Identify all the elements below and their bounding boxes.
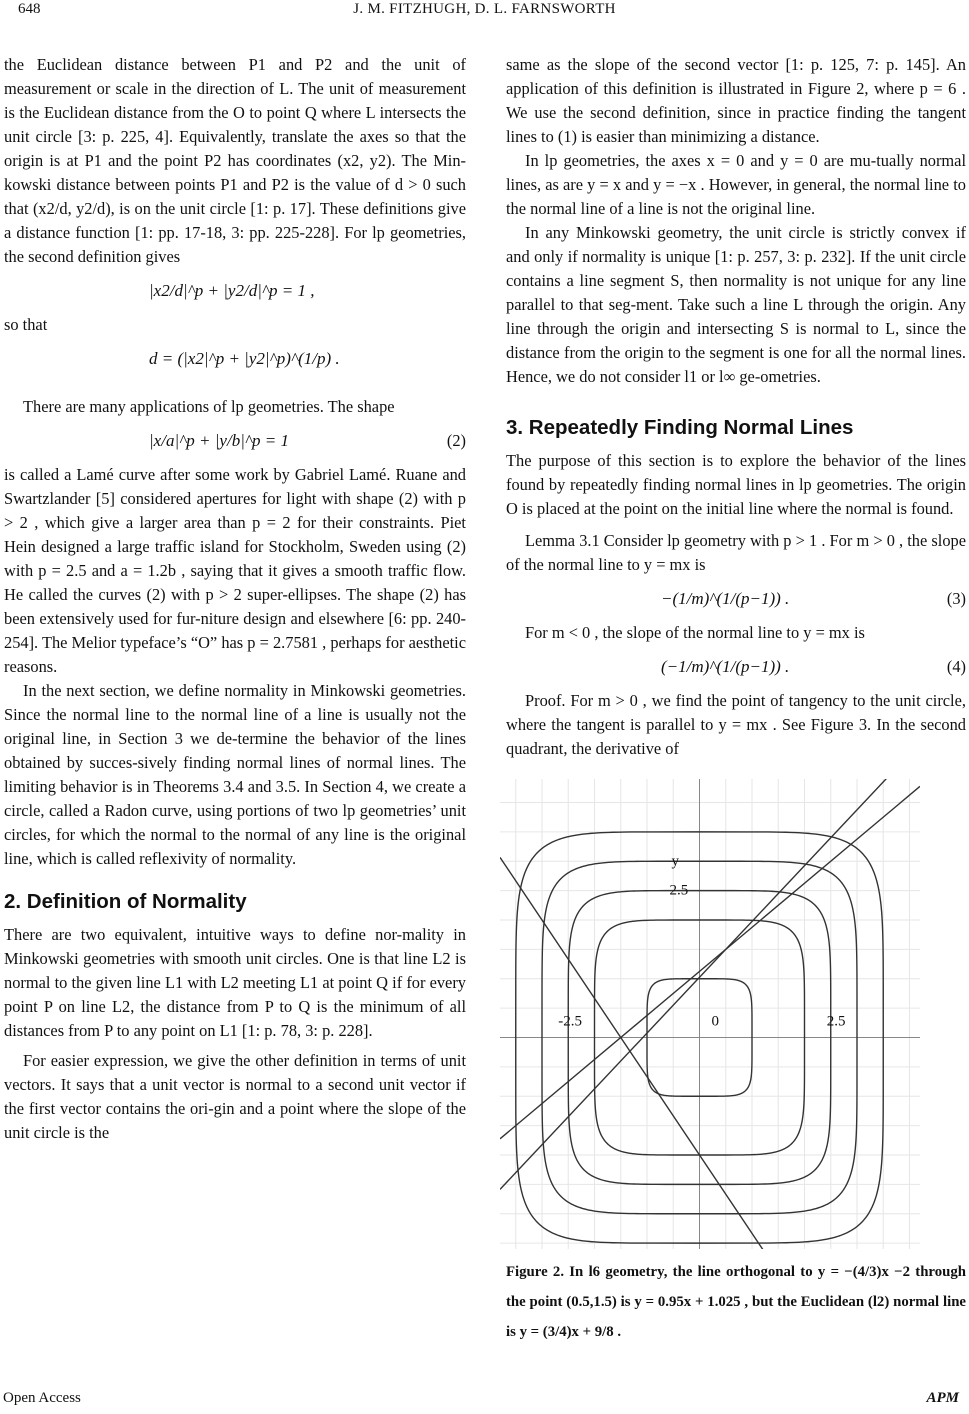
paragraph: so that — [4, 315, 48, 334]
paragraph: same as the slope of the second vector [1: p. 125, 7: p. 145]. An application of this definition is illustrated in Figure 2, where p = 6 . We use the second definition, since in practice finding the tangent lines to (1) is easier than minimizing a distance. — [506, 55, 966, 146]
paragraph: In the next section, we define normality in Minkowski geometries. Since the normal line to the normal line of a line is usually not the original line, in Section 3 we de-termine the behavior of the lines obtained by succes-sively finding normal lines of normal lines. The limiting behavior is in Theorems 3.4 and 3.5. In Section 4, we create a circle, called a Radon curve, using portions of two lp geometries’ unit circles, for which the normal to the normal of any line is the original line, which is called reflexivity of normality. — [4, 681, 466, 868]
lemma-continuation: For m < 0 , the slope of the normal line to y = mx is — [525, 623, 865, 642]
equation-number: (3) — [946, 589, 966, 608]
y-axis-label: y — [671, 853, 679, 870]
paragraph: There are many applications of lp geometries. The shape — [23, 397, 395, 416]
running-title: J. M. FITZHUGH, D. L. FARNSWORTH — [353, 1, 616, 17]
equation-number: (2) — [446, 431, 466, 450]
equation-number: (4) — [946, 657, 966, 676]
paragraph: is called a Lamé curve after some work by Gabriel Lamé. Ruane and Swartzlander [5] considered apertures for light with shape (2) with p > 2 , which give a larger area than p = 2 for their constraints. Piet Hein designed a large traffic island for Stockholm, Sweden using (2) with p = 2.5 and a = 1.2b , saying that it gives a smooth traffic flow. He called the curves (2) with p > 2 super-ellipses. The shape (2) has been extensively used for fur-niture design and elsewhere [6: pp. 240-254]. The Melior typeface’s “O” has p = 2.7581 , perhaps for aesthetic reasons. — [4, 465, 466, 676]
figure-caption: Figure 2. In l6 geometry, the line orthogonal to y = −(4/3)x −2 through the point (0.5,1.5) is y = 0.95x + 1.025 , but the Euclidean (l2) normal line is y = (3/4)x + 9/8 . — [506, 1264, 966, 1340]
right-column — [506, 53, 966, 1347]
section-heading: 3. Repeatedly Finding Normal Lines — [506, 416, 854, 439]
journal-abbrev: APM — [926, 1390, 959, 1406]
section-heading: 2. Definition of Normality — [4, 890, 247, 913]
figure-2 — [506, 779, 966, 1249]
equation-2: |x/a|^p + |y/b|^p = 1 (2) — [4, 419, 466, 463]
paragraph: the Euclidean distance between P1 and P2 and the unit of measurement or scale in the direction of L. The unit of measurement is the Euclidean distance from the O to point Q where L intersects the unit circle [3: p. 225, 4]. Equivalently, translate the axes so that the origin is at P1 and the point P2 has coordinates (x2, y2). The Min-kowski distance between points P1 and P2 is the value of d > 0 such that (x2/d, y2/d), is on the unit circle [1: p. 17]. These definitions give a distance function [1: pp. 17-18, 3: pp. 225-228]. For lp geometries, the second definition gives — [4, 55, 466, 266]
page-number: 648 — [18, 1, 41, 17]
x-tick-label: 0 — [711, 1013, 719, 1030]
proof: Proof. For m > 0 , we find the point of tangency to the unit circle, where the tangent is parallel to y = mx . See Figure 3. In the second quadrant, the derivative of — [506, 691, 966, 758]
left-column — [4, 53, 466, 1145]
paragraph: The purpose of this section is to explore the behavior of the lines found by repeatedly finding normal lines in lp geometries. The origin O is placed at the point on the initial line where the normal is found. — [506, 451, 966, 518]
paragraph: There are two equivalent, intuitive ways to define nor-mality in Minkowski geometries with smooth unit circles. One is that line L2 is normal to the given line L1 with L2 meeting L1 at point Q if for every point P on line L2, the distance from P to Q is the minimum of all distances from P to any point on L1 [1: p. 78, 3: p. 228]. — [4, 925, 466, 1040]
x-tick-label: -2.5 — [558, 1013, 582, 1030]
lemma: Lemma 3.1 Consider lp geometry with p > 1 . For m > 0 , the slope of the normal line to y = mx is — [506, 531, 966, 574]
paragraph: In any Minkowski geometry, the unit circle is strictly convex if and only if normality is unique [1: p. 257, 3: p. 232]. If the unit circle contains a line segment S, then normality is not unique for any line parallel to that seg-ment. Take such a line L through the origin. Any line through the origin and intersecting S is normal to L, since the distance from the origin to the segment is one for all the normal lines. Hence, we do not consider l1 or l∞ ge-ometries. — [506, 223, 966, 386]
figure-2-plot — [500, 779, 920, 1249]
x-tick-label: 2.5 — [826, 1013, 846, 1030]
paragraph: For easier expression, we give the other definition in terms of unit vectors. It says that a unit vector is normal to a second unit vector if the first vector contains the ori-gin and a point where the slope of the unit circle is the — [4, 1051, 466, 1142]
page-footer — [0, 1390, 969, 1412]
equation-distance: d = (|x2|^p + |y2|^p)^(1/p) . — [149, 349, 340, 368]
footer-left: Open Access — [3, 1390, 81, 1406]
equation-4: (−1/m)^(1/(p−1)) . (4) — [506, 645, 966, 689]
paragraph: In lp geometries, the axes x = 0 and y = 0 are mu-tually normal lines, as are y = x and y = −x . However, in general, the normal line to the normal line of a line is not the original line. — [506, 151, 966, 218]
equation-unit-circle-distance: |x2/d|^p + |y2/d|^p = 1 , — [149, 281, 315, 300]
page-header — [0, 0, 969, 22]
y-tick-label: 2.5 — [669, 882, 689, 899]
equation-3: −(1/m)^(1/(p−1)) . (3) — [506, 577, 966, 621]
